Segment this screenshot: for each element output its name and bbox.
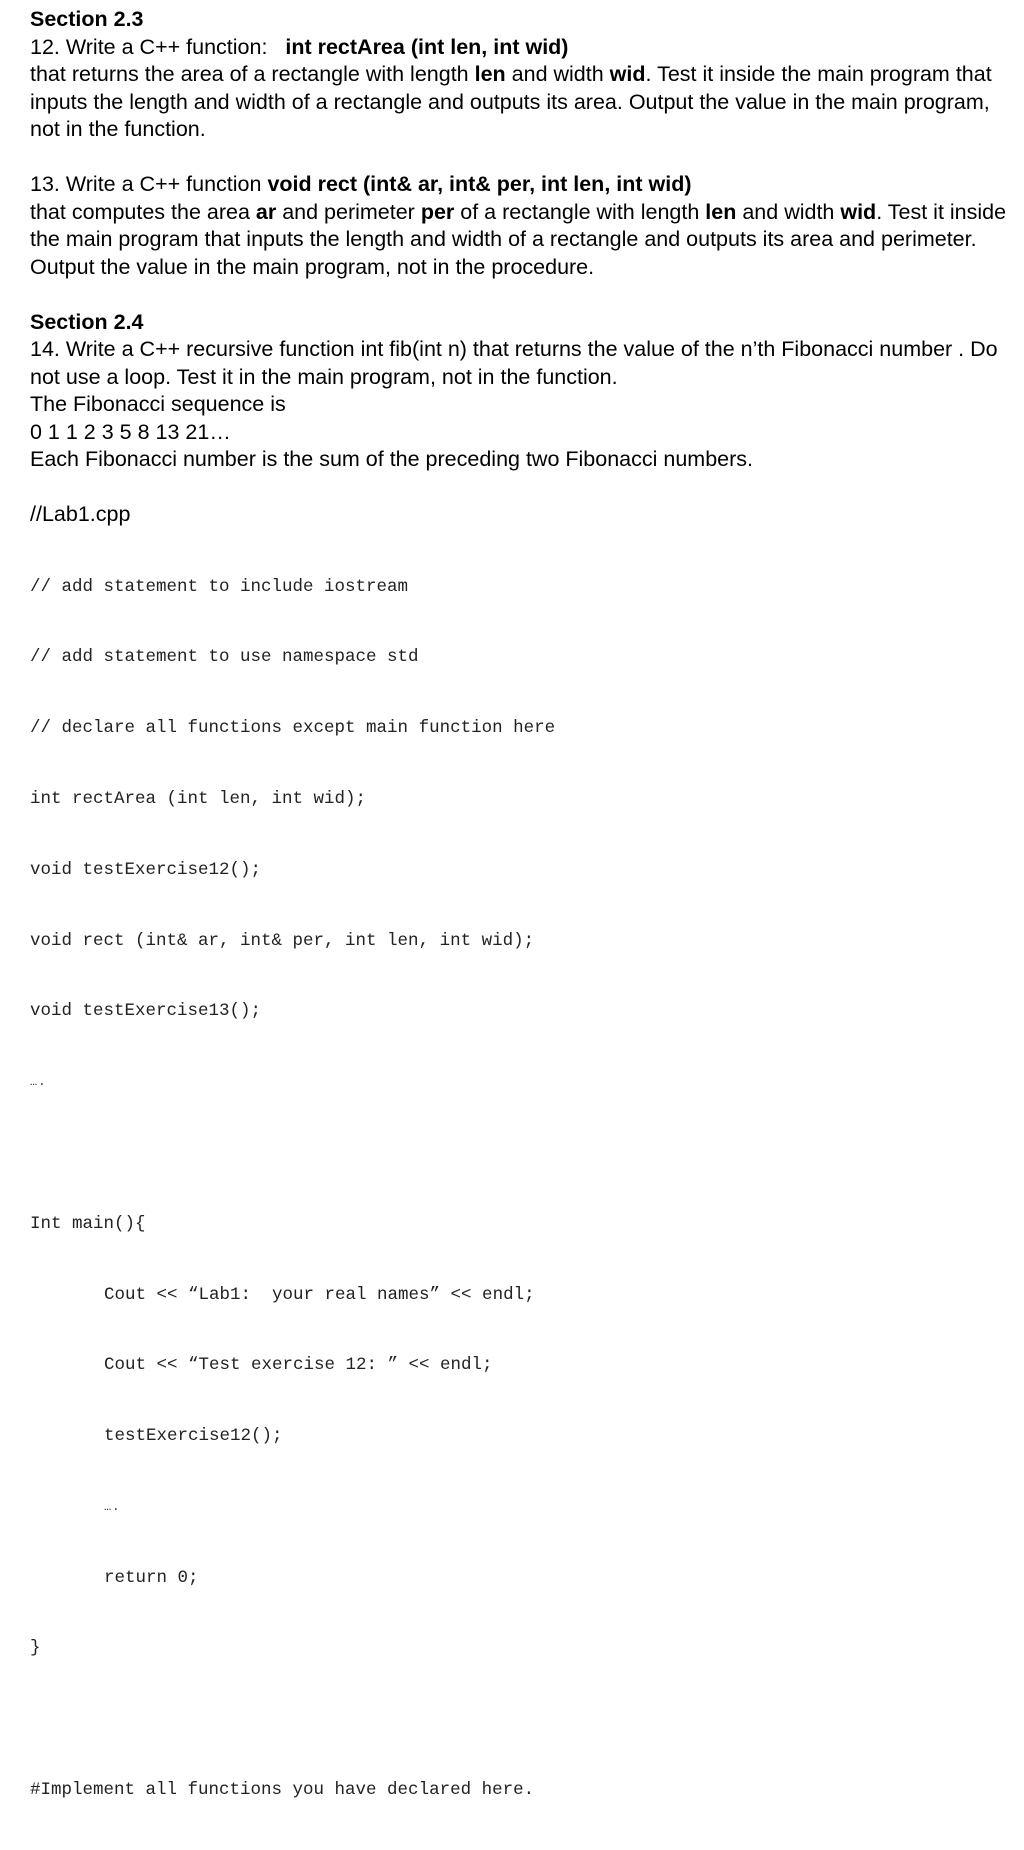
section-2-4-heading: Section 2.4	[30, 309, 144, 334]
code-filename: //Lab1.cpp	[30, 502, 131, 526]
code-line: // declare all functions except main function here	[30, 718, 556, 739]
code-line: void testExercise13();	[30, 1001, 262, 1022]
code-line: Int main(){	[30, 1213, 146, 1234]
code-line: }	[30, 1638, 41, 1659]
code-line: Cout << “Lab1: your real names” << endl;	[104, 1284, 535, 1305]
code-line: int rectArea (int len, int wid);	[30, 789, 367, 810]
code-line: // add statement to include iostream	[30, 576, 409, 597]
code-line: Cout << “Test exercise 12: ” << endl;	[104, 1355, 493, 1376]
code-line: void testExercise12();	[30, 859, 262, 880]
code-line: return 0;	[104, 1567, 199, 1588]
code-line: void rect (int& ar, int& per, int len, int wid);	[30, 930, 535, 951]
question-12: 12. Write a C++ function: int rectArea (int len, int wid) that returns the area of a rectangle with length len and width wid. Test it inside the main program that inputs the length and width of a rectangle and outputs its area. Output the value in the main program, not in the function.	[30, 34, 992, 141]
document-body	[30, 6, 1010, 1850]
code-block	[30, 529, 1010, 1850]
section-2-3-heading: Section 2.3	[30, 7, 144, 31]
code-ellipsis: ….	[104, 1499, 121, 1514]
question-14: 14. Write a C++ recursive function int fib(int n) that returns the value of the n’th Fibonacci number . Do not use a loop. Test it in the main program, not in the function. The Fibonacci sequence is 0 1 1 2 3 5 8 13 21… Each Fibonacci number is the sum of the preceding two Fibonacci numbers.	[30, 337, 998, 471]
code-line: testExercise12();	[104, 1426, 283, 1447]
rect-signature: void rect (int& ar, int& per, int len, int wid)	[267, 172, 692, 196]
code-ellipsis: ….	[30, 1075, 47, 1090]
code-line: // add statement to use namespace std	[30, 647, 419, 668]
code-line: #Implement all functions you have declared here.	[30, 1779, 535, 1800]
rectarea-signature: int rectArea (int len, int wid)	[285, 34, 569, 59]
question-13: 13. Write a C++ function void rect (int& ar, int& per, int len, int wid) that computes the area ar and perimeter per of a rectangle with length len and width wid. Test it inside the main program that inputs the length and width of a rectangle and outputs its area and perimeter. Output the value in the main program, not in the procedure.	[30, 172, 1007, 279]
